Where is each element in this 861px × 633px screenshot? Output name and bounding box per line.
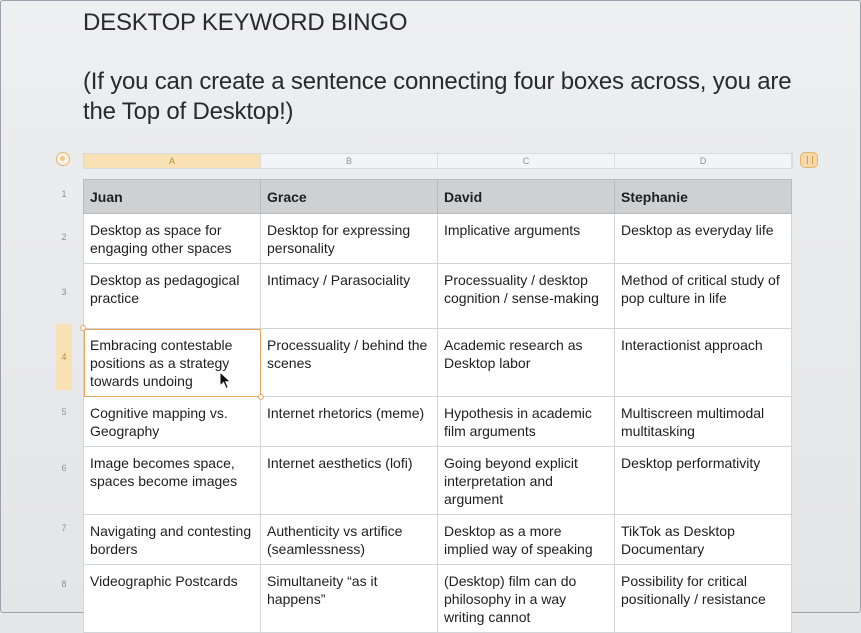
table-row [84, 329, 792, 397]
table-cell[interactable]: Hypothesis in academic film arguments [438, 397, 615, 447]
table-cell[interactable]: Possibility for critical positionally / resistance [615, 565, 792, 633]
table-cell[interactable]: Academic research as Desktop labor [438, 329, 615, 397]
header-cell[interactable]: Grace [261, 180, 438, 214]
table-row [84, 447, 792, 515]
row-number-7[interactable]: 7 [61, 523, 67, 533]
row-number-3[interactable]: 3 [61, 287, 67, 297]
table-cell[interactable]: Desktop as pedagogical practice [84, 264, 261, 329]
table-cell[interactable]: Desktop as space for engaging other spaces [84, 214, 261, 264]
page-title: DESKTOP KEYWORD BINGO [83, 9, 408, 36]
row-number-8[interactable]: 8 [61, 579, 67, 589]
table-row [84, 397, 792, 447]
column-header-c[interactable]: C [438, 154, 615, 168]
column-header-a[interactable]: A [84, 154, 261, 168]
table-cell[interactable]: Internet rhetorics (meme) [261, 397, 438, 447]
table-cell[interactable]: Going beyond explicit interpretation and argument [438, 447, 615, 515]
table-cell[interactable]: Desktop for expressing personality [261, 214, 438, 264]
row-number-4[interactable]: 4 [56, 324, 72, 390]
table-cell[interactable]: Authenticity vs artifice (seamlessness) [261, 515, 438, 565]
selection-handle[interactable] [80, 325, 86, 331]
table-row [84, 214, 792, 264]
table-cell[interactable]: Implicative arguments [438, 214, 615, 264]
table-cell[interactable]: Desktop performativity [615, 447, 792, 515]
table-row [84, 565, 792, 633]
table-column-handle-icon[interactable] [800, 152, 818, 168]
table-cell[interactable]: Image becomes space, spaces become images [84, 447, 261, 515]
table-cell[interactable]: Videographic Postcards [84, 565, 261, 633]
selected-table-cell[interactable] [84, 329, 261, 397]
row-number-5[interactable]: 5 [61, 407, 67, 417]
table-cell[interactable]: Method of critical study of pop culture in life [615, 264, 792, 329]
table-cell[interactable]: Multiscreen multimodal multitasking [615, 397, 792, 447]
table-cell[interactable]: Simultaneity “as it happens” [261, 565, 438, 633]
column-header-b[interactable]: B [261, 154, 438, 168]
row-number-2[interactable]: 2 [61, 232, 67, 242]
table-cell[interactable]: Navigating and contesting borders [84, 515, 261, 565]
table-cell[interactable]: Processuality / desktop cognition / sense-making [438, 264, 615, 329]
table-row [84, 515, 792, 565]
table-cell[interactable]: Processuality / behind the scenes [261, 329, 438, 397]
row-number-6[interactable]: 6 [61, 463, 67, 473]
mouse-pointer-icon [219, 371, 233, 391]
table-row [84, 264, 792, 329]
table-cell[interactable]: TikTok as Desktop Documentary [615, 515, 792, 565]
table-cell[interactable]: Cognitive mapping vs. Geography [84, 397, 261, 447]
header-cell[interactable]: David [438, 180, 615, 214]
header-row [84, 180, 792, 214]
table-cell[interactable]: Desktop as a more implied way of speaking [438, 515, 615, 565]
selection-handle[interactable] [258, 394, 264, 400]
page-subtitle: (If you can create a sentence connecting four boxes across, you are the Top of Desktop!) [83, 68, 792, 125]
header-cell[interactable]: Juan [84, 180, 261, 214]
table-select-handle-icon[interactable] [56, 152, 70, 166]
bingo-table [83, 179, 792, 633]
table-cell[interactable]: Intimacy / Parasociality [261, 264, 438, 329]
column-header-bar [83, 153, 793, 169]
table-cell[interactable]: Interactionist approach [615, 329, 792, 397]
selected-cell-text: Embracing contestable positions as a strategy towards undoing [90, 337, 233, 389]
column-header-d[interactable]: D [615, 154, 792, 168]
table-cell[interactable]: Desktop as everyday life [615, 214, 792, 264]
table-cell[interactable]: Internet aesthetics (lofi) [261, 447, 438, 515]
row-number-1[interactable]: 1 [61, 189, 67, 199]
table-cell[interactable]: (Desktop) film can do philosophy in a way writing cannot [438, 565, 615, 633]
header-cell[interactable]: Stephanie [615, 180, 792, 214]
